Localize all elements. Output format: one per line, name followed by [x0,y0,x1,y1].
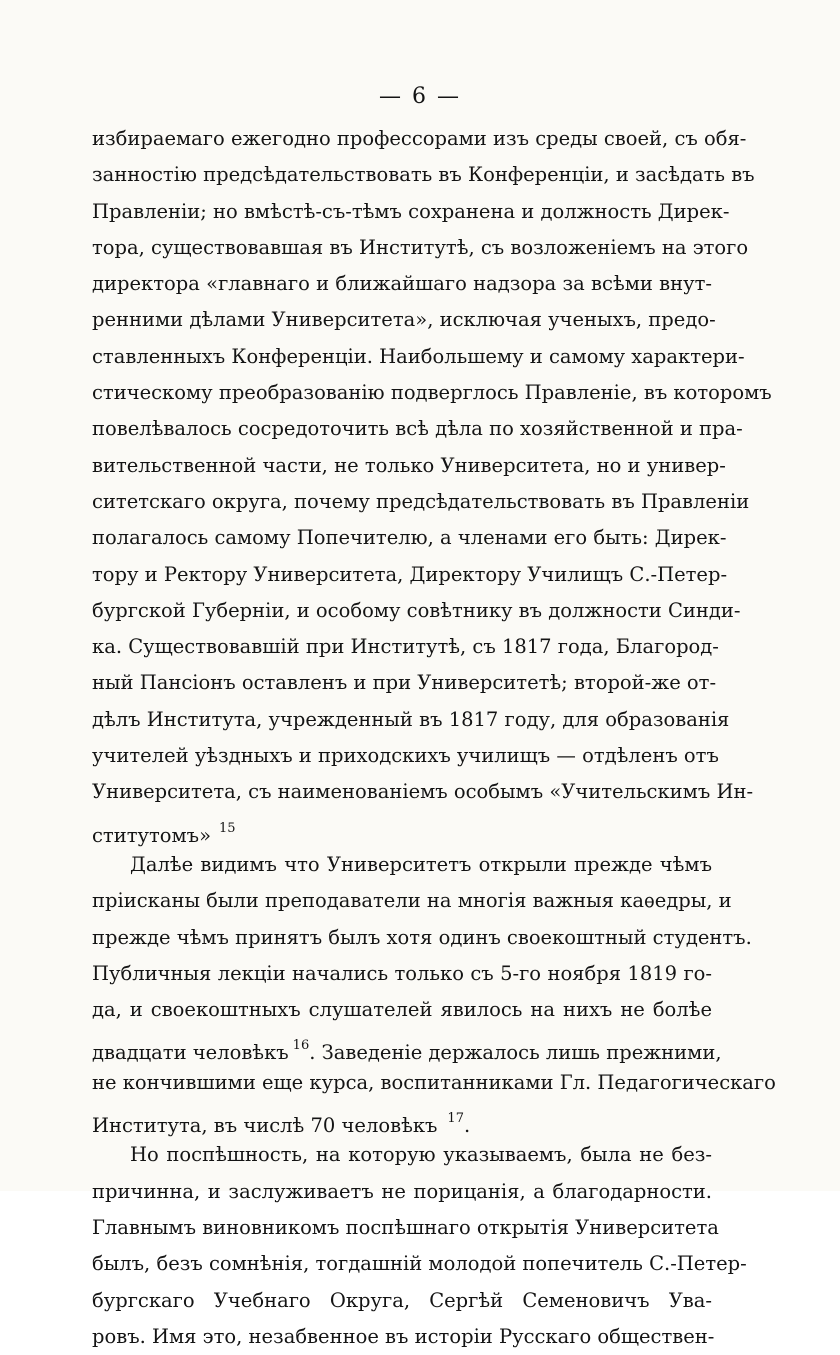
text-line: повелѣвалось сосредоточить всѣ дѣла по хозяйственной и пра- [92,417,743,441]
text-line: дѣлъ Института, учрежденный въ 1817 году, для образованія [92,707,730,731]
text-line-with-footnote [92,811,712,847]
page-number: — 6 — [379,84,461,109]
paragraph-start-line: Но поспѣшность, на которую указываемъ, была не без- [130,1143,712,1167]
text-line: тору и Ректору Университета, Директору Училищъ С.-Петер- [92,562,728,586]
text-line: занностію предсѣдательствовать въ Конференціи, и засѣдать въ [92,163,755,187]
text-line: ка. Существовавшій при Институтѣ, съ 1817 года, Благород- [92,635,719,659]
text-line-with-footnote [92,1101,712,1137]
text-line: избираемаго ежегодно профессорами изъ среды своей, съ обя- [92,127,747,150]
line-text-tail: . Заведеніе держалось лишь прежними, [309,1041,722,1065]
text-line: учителей уѣздныхъ и приходскихъ училищъ — отдѣленъ отъ [92,744,719,768]
text-line: ренними дѣлами Университета», исключая ученыхъ, предо- [92,308,716,332]
line-text-tail: . [463,1114,471,1138]
text-line: бургскаго Учебнаго Округа, Сергѣй Семеновичъ Ува- [92,1288,712,1312]
line-text: Института, въ числѣ 70 человѣкъ [92,1114,438,1138]
paragraph-start-line: Далѣе видимъ что Университетъ открыли прежде чѣмъ [130,852,712,876]
footnote-marker: 15 [219,820,236,836]
text-line: вительственной части, не только Университета, но и универ- [92,453,726,477]
text-line: полагалось самому Попечителю, а членами его быть: Дирек- [92,526,727,550]
text-line: ситетскаго округа, почему предсѣдательствовать въ Правленіи [92,489,750,513]
text-line: причинна, и заслуживаетъ не порицанія, а благодарности. [92,1179,712,1203]
body-text [92,121,776,1355]
footnote-marker: 17 [447,1111,464,1127]
text-line: стическому преобразованію подверглось Правленіе, въ которомъ [92,381,772,405]
text-line: бургской Губерніи, и особому совѣтнику въ должности Синди- [92,598,741,622]
text-line: ный Пансіонъ оставленъ и при Университетѣ; второй-же от- [92,671,717,695]
text-line: прежде чѣмъ принятъ былъ хотя одинъ своекоштный студентъ. [92,925,752,949]
text-line: директора «главнаго и ближайшаго надзора за всѣми внут- [92,272,712,296]
text-line: ставленныхъ Конференціи. Наибольшему и самому характери- [92,344,745,368]
text-line: не кончившими еще курса, воспитанниками Гл. Педагогическаго [92,1070,776,1094]
text-line: тора, существовавшая въ Институтѣ, съ возложеніемъ на этого [92,235,749,259]
line-text: двадцати человѣкъ [92,1041,289,1065]
text-line: Главнымъ виновникомъ поспѣшнаго открытія Университета [92,1215,719,1239]
text-line: прiисканы были преподаватели на многія важныя каѳедры, и [92,889,732,913]
line-text: ститутомъ» [92,823,211,847]
footnote-marker: 16 [292,1038,310,1054]
text-line: Правленіи; но вмѣстѣ-съ-тѣмъ сохранена и должность Дирек- [92,199,730,223]
text-line: Публичныя лекціи начались только съ 5-го ноября 1819 го- [92,961,712,985]
text-line: Университета, съ наименованіемъ особымъ «Учительскимъ Ин- [92,780,754,804]
text-line-with-footnote [92,1028,722,1065]
text-line: былъ, безъ сомнѣнія, тогдашній молодой попечитель С.-Петер- [92,1252,747,1276]
text-line: да, и своекоштныхъ слушателей явилось на нихъ не болѣе [92,998,712,1022]
text-line: ровъ. Имя это, незабвенное въ исторіи Русскаго обществен- [92,1324,715,1348]
